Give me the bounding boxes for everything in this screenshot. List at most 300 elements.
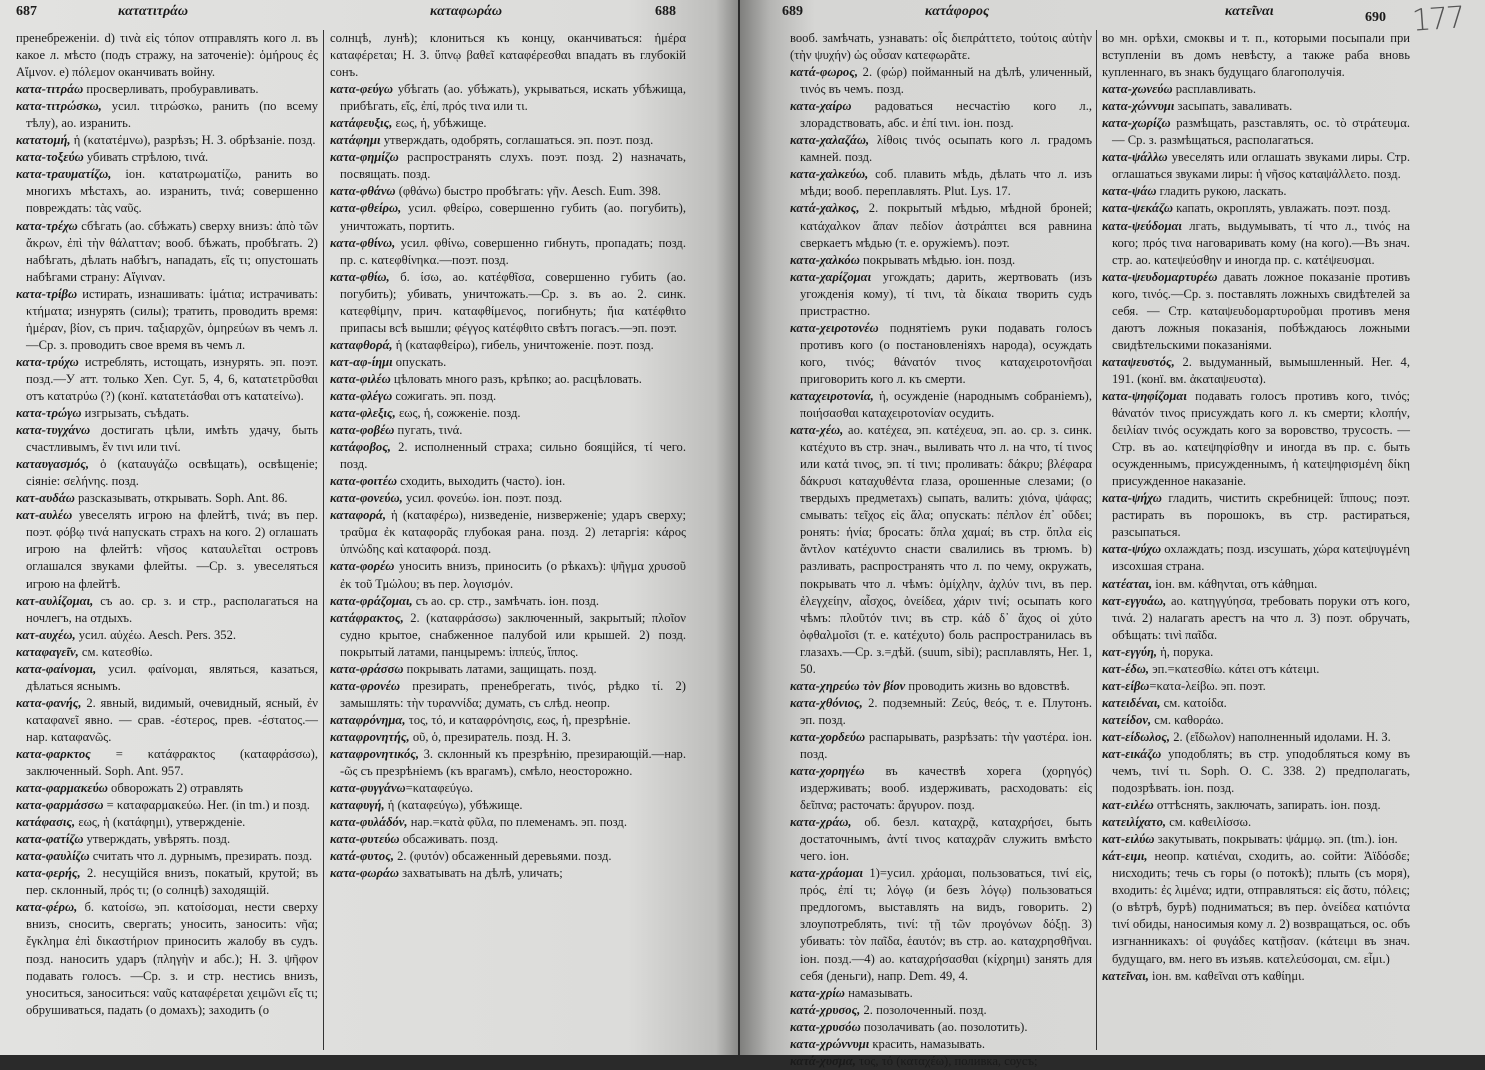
entry-definition: поднятіемъ руки подавать голосъ противъ кого (о постановленіяхъ народа), осуждать кого, τινός; θάνατόν τινος καταχειροτονῆσαι приговорить кого л. къ смерти. — [800, 320, 1092, 386]
entry-headword: κατα-τρέχω — [16, 218, 78, 233]
dictionary-entry — [16, 899, 318, 1018]
dictionary-entry — [330, 848, 686, 865]
dictionary-entry — [330, 507, 686, 558]
entry-headword: κατα-φαρκτος — [16, 746, 91, 761]
entry-headword: κατα-χαλκόω — [790, 252, 860, 267]
dictionary-entry — [16, 695, 318, 746]
entry-headword: κατα-φυλάδόν, — [330, 815, 408, 830]
entry-definition: просверливать, пробуравливать. — [83, 82, 259, 97]
dictionary-entry — [330, 678, 686, 712]
dictionary-entry — [16, 644, 318, 661]
entry-headword: κατα-χρίω — [790, 985, 845, 1000]
entry-headword: κατα-φυγγάνω — [330, 781, 406, 796]
entry-definition: расплавливать. — [1172, 82, 1257, 97]
entry-definition: эп.=κατεσθίω. κάτει отъ κάτειμι. — [1149, 661, 1320, 676]
entry-definition: ао. κατέχεα, эп. κατέχευα, эп. ао. ср. з. синк. κατέχυτο въ стр. знач., выливать что л. на что, τί τινος или κατά τινος, эп. τί τινι; проливать: δάκρυ; βλέφαρα δάκρυσι καταχυθέντα глаза, орошенные слезами; (о твердыхъ предметахъ) сыпать, валить: χιόνα, ψάφας; смывать: τεῖχος εἰς ἅλα; опускать: πέπλον ἐπ᾽ οὔδει; ронять: ἡνία; бросать: ὅπλα χαμαί; въ стр. ὅπλα εἰς ἄντλον κατέχυντο снасти свалились въ трюмъ. b) разливать, распространять что л. по чему, окружать, покрывать что л. чѣмъ: ὁμίχλην, ἀχλύν τινι, въ пер. ἐλεγχείην, αἶσχος, ὀνείδεα, χάριν τινί; осыпать кого чѣмъ: πλοῦτόν τινι; въ стр. κάδ δ᾽ ἄχος οἱ χύτο ὀφθαλμοῖσι (т. е. κατέχυτο) боль распространилась въ глазахъ.—Ср. з.=дѣй. (suum, sibi); расплавлять, Her. 1, 50. — [800, 423, 1092, 676]
entry-headword: κατα-ψεύδομαι — [1102, 218, 1182, 233]
entry-headword: κατα-χωνεύω — [1102, 82, 1173, 97]
entry-definition: усил. τιτρώσκω, ранить (по всему тѣлу), ао. изранить. — [26, 99, 318, 131]
entry-headword: κατείδον, — [1102, 712, 1152, 727]
entry-definition: неопр. κατιέναι, сходить, ао. сойти: Ἀϊδόσδε; нисходить; течь съ горы (о потокѣ); плыть (съ моря), входить: ἐς λιμένα; идти, отправляться: εἰς ἄστυ, πόλεις; (о вѣтрѣ, бурѣ) подниматься; въ пер. ὀνείδεα κατιόντα τινί обиды, наносимыя кому л. 2) возвращаться, ос. объ изгнанникахъ: οἱ φυγάδες κατῇσαν. (κάτειμι въ знач. будущаго, вм. него въ изъяв. κατελεύσομαι, см. εἶμι.) — [1112, 849, 1410, 966]
entry-headword: κατα-φατίζω — [16, 832, 84, 847]
dictionary-entry — [330, 81, 686, 115]
entry-headword: κατά-φυτος, — [330, 849, 394, 864]
entry-definition: въ качествѣ хорега (χορηγός) издерживать; вооб. издерживать, расходовать: εἰς δεῖπνα; расточать: ἄργυρον. позд. — [800, 764, 1092, 813]
dictionary-entry — [330, 558, 686, 592]
entry-headword: κατάφοβος, — [330, 440, 391, 455]
entry-headword: κατά-χυσμα, — [790, 1053, 856, 1068]
entry-definition: утверждать, одобрять, соглашаться. эп. поэт. позд. — [380, 133, 654, 148]
entry-definition: уподоблять; въ стр. уподобляться кому въ чемъ, τινί τι. Soph. O. C. 338. 2) предполагать, подозрѣвать. іон. позд. — [1112, 746, 1410, 796]
entry-definition: ἡ (καταφθείρω), гибель, уничтоженіе. поэт. позд. — [392, 337, 654, 352]
entry-definition: обсаживать. позд. — [399, 832, 499, 847]
entry-definition: распарывать, разрѣзать: τὴν γαστέρα. іон. позд. — [800, 729, 1092, 761]
dictionary-entry — [790, 814, 1092, 865]
entry-definition: во мн. орѣхи, смоквы и т. п., которыми посыпали при вступленіи въ домъ невѣсту, а также раба вновь купленнаго, въ знакъ будущаго благополучія. — [1102, 31, 1410, 80]
entry-definition: засыпать, заваливать. — [1174, 99, 1293, 114]
entry-headword: κάτ-ειμι, — [1102, 849, 1148, 864]
entry-headword: κατα-φαίνομαι, — [16, 661, 97, 676]
dictionary-entry — [330, 865, 686, 882]
column-divider — [323, 30, 324, 1050]
entry-definition: съ ао. ср. з. и стр., располагаться на ночлегъ, на отдыхъ. — [26, 593, 318, 625]
running-head: κατάφορος — [925, 4, 990, 19]
dictionary-entry — [790, 252, 1092, 269]
dictionary-entry — [790, 865, 1092, 984]
entry-definition: изгрызать, съѣдать. — [81, 406, 190, 421]
entry-definition: см. καθειλίσσω. — [1166, 815, 1252, 830]
dictionary-entry — [330, 30, 686, 81]
dictionary-entry — [790, 388, 1092, 422]
entry-definition: =καταφεύγω. — [405, 781, 474, 796]
entry-definition: 2. подземный: Ζεύς, θεός, т. е. Плутонъ. эп. позд. — [800, 695, 1092, 727]
entry-headword: κατα-χορηγέω — [790, 764, 865, 779]
entry-definition: τος, τό, и καταφρόνησις, εως, ἡ, презрѣніе. — [405, 712, 631, 727]
entry-headword: κατέαται, — [1102, 576, 1153, 591]
dictionary-entry — [1102, 200, 1410, 217]
entry-definition: истирать, изнашивать: ἱμάτια; истрачивать: κτήματα; изнурять (силы); тратить, проводить время: ἡμέραν, βίον, съ прич. ταξιαρχῶν, ὁμηρεύων въ чемъ л.—Ср. з. проводить свое время въ чемъ л. — [26, 286, 318, 352]
entry-headword: κατά-φωρος, — [790, 65, 858, 80]
dictionary-entry — [16, 405, 318, 422]
entry-definition: ἡ, порука. — [1157, 644, 1214, 659]
entry-definition: нар.=κατὰ φῦλα, по племенамъ. эп. позд. — [407, 815, 627, 830]
entry-definition: λίθοις τινός осыпать кого л. градомъ камней. позд. — [800, 133, 1092, 165]
running-head: καταφωράω — [430, 4, 503, 19]
dictionary-entry — [1102, 848, 1410, 967]
entry-definition: сходить, выходить (часто). іон. — [397, 474, 566, 489]
dictionary-entry — [330, 797, 686, 814]
entry-definition: позолачивать (ао. позолотить). — [860, 1019, 1028, 1034]
entry-headword: κατά-χαλκος, — [790, 201, 860, 216]
entry-headword: κατ-ειλέω — [1102, 798, 1154, 813]
entry-headword: κατα-ψήχω — [1102, 491, 1162, 506]
entry-definition: см. κατεσθίω. — [78, 644, 153, 659]
entry-definition: б. κατοίσω, эп. κατοίσομαι, нести сверху внизъ, сносить, свергать; уносить, заносить: νῆα; ἔγκλημα ἐπὶ δικαστήριον приносить жалобу въ судъ. позд. наносить ударъ (πληγὴν и абс.); Н. З. ψῆφον подавать голосъ. —Ср. з. и стр. нестись внизъ, уноситься, заноситься: ναῦς καταφέρεται χειμῶνι εἴς τι; обрушиваться, падать (о домахъ); заходить (о — [26, 900, 318, 1017]
entry-definition: считать что л. дурнымъ, презирать. позд. — [89, 849, 313, 864]
entry-definition: гладить рукою, ласкать. — [1156, 184, 1287, 199]
entry-definition: охлаждать; позд. изсушать, χώρα κατεψυγμένη изсохшая страна. — [1112, 542, 1410, 574]
entry-definition: усил. φθίνω, совершенно гибнуть, пропадать; позд. пр. с. κατεφθίνηκα.—поэт. позд. — [340, 235, 686, 267]
dictionary-entry — [330, 593, 686, 610]
dictionary-entry — [16, 98, 318, 132]
entry-definition: см. κατοίδα. — [1160, 695, 1227, 710]
dictionary-entry — [790, 200, 1092, 251]
entry-headword: κατα-φθείρω, — [330, 201, 402, 216]
dictionary-entry — [790, 1019, 1092, 1036]
entry-headword: κατ-εικάζω — [1102, 746, 1162, 761]
entry-definition: οῦ, ὁ, презиратель. позд. Н. З. — [409, 729, 572, 744]
entry-definition: ἡ (κατατέμνω), разрѣзъ; Н. З. обрѣзаніе. позд. — [70, 133, 316, 148]
entry-definition: 2. выдуманный, вымышленный. Her. 4, 191. (конї. вм. ἀκαταψευστα). — [1112, 354, 1410, 386]
dictionary-entry — [16, 661, 318, 695]
entry-headword: κατα-χρυσόω — [790, 1019, 861, 1034]
dictionary-entry — [1102, 593, 1410, 644]
entry-headword: κατα-ψεκάζω — [1102, 201, 1173, 216]
entry-headword: κατα-χειροτονέω — [790, 320, 879, 335]
dictionary-entry — [1102, 968, 1410, 985]
dictionary-entry — [16, 218, 318, 286]
left-page — [0, 0, 738, 1055]
dictionary-entry — [790, 132, 1092, 166]
entry-headword: καταφρονητικός, — [330, 746, 420, 761]
entry-headword: κατα-χαίρω — [790, 99, 852, 114]
dictionary-entry — [1102, 354, 1410, 388]
entry-definition: (φθάνω) быстро пробѣгать: γῆν. Aesch. Eum. 398. — [395, 184, 661, 199]
entry-definition: достигать цѣли, имѣть удачу, быть счастливымъ, ἔν τινι или τινί. — [26, 423, 318, 455]
dictionary-entry — [16, 507, 318, 592]
entry-definition: 3. склонный къ презрѣнію, презирающій.—нар. -ῶς съ презрѣніемъ (къ врагамъ), смѣло, неосторожно. — [340, 746, 686, 779]
entry-headword: κατα-τυγχάνω — [16, 423, 91, 438]
entry-definition: презирать, пренебрегать, τινός, рѣдко τί. 2) замышлять: τὴν τυραννίδα; думать, съ слѣд. неопр. — [340, 678, 686, 710]
entry-headword: κατα-φορέω — [330, 559, 395, 574]
dictionary-entry — [16, 132, 318, 149]
dictionary-entry — [1102, 269, 1410, 354]
entry-headword: κατα-φράζομαι, — [330, 593, 413, 608]
entry-headword: κατα-φανής, — [16, 695, 82, 710]
dictionary-entry — [330, 439, 686, 473]
entry-headword: κατάφευξις, — [330, 116, 393, 131]
dictionary-entry — [330, 473, 686, 490]
entry-definition: іон. κατατρωματίζω, ранить во многихъ мѣстахъ, ао. изранить, τινά; совершенно повреждать: τὰς ναῦς. — [26, 167, 318, 216]
entry-headword: κατ-ειλύω — [1102, 832, 1155, 847]
entry-definition: усил. φαίνομαι, являться, казаться, дѣлаться яснымъ. — [26, 661, 318, 693]
dictionary-entry — [330, 610, 686, 661]
entry-headword: κατα-ψάλλω — [1102, 150, 1168, 165]
dictionary-entry — [330, 269, 686, 337]
dictionary-entry — [790, 166, 1092, 200]
dictionary-entry — [16, 422, 318, 456]
entry-definition: пугать, τινά. — [394, 423, 463, 438]
entry-headword: κατατομή, — [16, 133, 71, 148]
entry-headword: κατειλίχατο, — [1102, 815, 1167, 830]
dictionary-entry — [330, 388, 686, 405]
dictionary-entry — [1102, 149, 1410, 183]
entry-definition: 2. явный, видимый, очевидный, ясный, ἐν καταφανεῖ явно. — срав. -έστερος, прев. -έστατος.—нар. καταφανῶς. — [26, 695, 318, 744]
entry-headword: κατα-τρώγω — [16, 406, 82, 421]
entry-definition: увеселять или оглашать звуками лиры. Стр. оглашаться звуками лиры: ἡ νῆσος καταψάλλετο. позд. — [1112, 150, 1410, 182]
entry-definition: = καταφαρμακεύω. Her. (in tm.) и позд. — [103, 798, 310, 813]
entry-headword: κατα-φθίνω, — [330, 235, 396, 250]
entry-headword: κατάφρακτος, — [330, 610, 404, 625]
entry-definition: гладить, чистить скребницей: ἵππους; поэт. растирать въ порошокъ, въ стр. растираться, разсыпаться. — [1112, 491, 1410, 540]
entry-headword: κατα-φαυλίζω — [16, 849, 90, 864]
entry-headword: κατ-εγγυάω, — [1102, 593, 1167, 608]
column-divider — [1096, 30, 1097, 1050]
entry-definition: увеселять игрою на флейтѣ, τινά; въ пер. поэт. φόβῳ τινά напускать страхъ на кого. 2) оглашать игрою на флейтѣ: νῆσος καταυλεῖται островъ оглашался звуками флейты. —Ср. з. увеселяться игрою на флейтѣ. — [26, 508, 318, 591]
entry-headword: κατα-φεύγω — [330, 82, 394, 97]
dictionary-entry — [330, 200, 686, 234]
dictionary-entry — [16, 166, 318, 217]
entry-headword: κατα-φοβέω — [330, 423, 395, 438]
dictionary-entry — [790, 98, 1092, 132]
entry-headword: καταφρόνημα, — [330, 712, 406, 727]
entry-headword: κατα-χέω, — [790, 423, 844, 438]
dictionary-entry — [790, 422, 1092, 678]
entry-headword: κατά-χρυσος, — [790, 1002, 861, 1017]
entry-headword: κατα-χώννυμι — [1102, 99, 1175, 114]
entry-headword: κατα-τιτράω — [16, 82, 84, 97]
entry-definition: соб. плавить мѣдь, дѣлать что л. изъ мѣди; вооб. переплавлять. Plut. Lys. 17. — [800, 167, 1092, 199]
entry-definition: εως, ἡ, убѣжище. — [392, 116, 487, 131]
entry-definition: 2. несущійся внизъ, покатый, крутой; въ пер. склонный, πρός τι; (о солнцѣ) заходящій. — [26, 866, 318, 898]
entry-definition: лгать, выдумывать, τί что л., τινός на кого; πρός τινα наговаривать кому (на кого).—Въ знач. стр. ао. κατεψεύσθην и иногда пр. с. κατέψευσμαι. — [1112, 218, 1410, 267]
dictionary-entry — [790, 30, 1092, 64]
entry-definition: усил. αὐχέω. Aesch. Pers. 352. — [75, 627, 237, 642]
entry-definition: пренебреженіи. d) τινὰ εἰς τόπον отправлять кого л. въ какое л. мѣсто (подъ стражу, на заточеніе): ὁμήρους ἐς Αἴμνον. e) πόλεμον оканчивать войну. — [16, 31, 318, 80]
dictionary-entry — [790, 985, 1092, 1002]
dictionary-entry — [1102, 831, 1410, 848]
dictionary-entry — [16, 627, 318, 644]
entry-definition: усил. φθείρω, совершенно губить (ао. погубить), уничтожать, портить. — [340, 201, 686, 233]
dictionary-entry — [16, 286, 318, 354]
entry-headword: κατ-είβω — [1102, 678, 1150, 693]
dictionary-entry — [790, 1036, 1092, 1053]
dictionary-entry — [1102, 746, 1410, 797]
entry-headword: καταψευστός, — [1102, 354, 1175, 369]
dictionary-column — [1102, 30, 1410, 985]
page-number: 687 — [16, 4, 37, 19]
entry-definition: іон. вм. κάθηνται, отъ κάθημαι. — [1152, 576, 1318, 591]
entry-headword: κατα-χράομαι — [790, 866, 864, 881]
entry-definition: солнцѣ, лунѣ); клониться къ концу, оканчиваться: ἡμέρα καταφέρεται; Н. З. ὕπνῳ βαθεῖ καταφέρεσθαι впадать въ глубокій сонъ. — [330, 31, 686, 80]
entry-definition: εως, ἡ, сожженіе. позд. — [395, 406, 521, 421]
entry-headword: κατα-φλέγω — [330, 388, 393, 403]
entry-definition: 1)=усил. χράομαι, пользоваться, τινί εἰς, πρός, ἐπί τι; λόγῳ (и безъ λόγῳ) пользоваться предлогомъ, выставлять на видъ, говорить. 2) злоупотреблять, τινί: τῇ τῶν προγόνων δόξῃ. 3) убивать: τὸν παῖδα, ἑαυτόν; въ стр. ао. καταχρησθῆναι. іон. позд.—4) ао. καταχρήσασθαι (κίχρημι) занять для себя (деньги), напр. Dem. 49, 4. — [800, 866, 1092, 983]
entry-definition: іон. вм. καθεῖναι отъ καθίημι. — [1148, 968, 1305, 983]
entry-headword: καταφθορά, — [330, 337, 393, 352]
entry-definition: вооб. замѣчать, узнавать: οἷς διεπράττετο, τούτοις αὐτὴν (τὴν ψυχήν) ὡς οὖσαν κατεφωρᾶτε. — [790, 31, 1092, 63]
dictionary-entry — [1102, 183, 1410, 200]
entry-headword: κατ-αυλέω — [16, 508, 73, 523]
dictionary-entry — [790, 1053, 1092, 1070]
dictionary-entry — [790, 269, 1092, 320]
entry-definition: уносить внизъ, приносить (о рѣкахъ): ψῆγμα χρυσοῦ ἐκ τοῦ Τμώλου; въ пер. λογισμόν. — [340, 559, 686, 591]
entry-definition: размѣщать, разставлять, ос. τὸ στράτευμα. — Ср. з. размѣщаться, располагаться. — [1112, 116, 1410, 148]
entry-definition: капать, окроплять, увлажать. поэт. позд. — [1172, 201, 1391, 216]
dictionary-entry — [1102, 576, 1410, 593]
entry-headword: κατ-αυχέω, — [16, 627, 76, 642]
dictionary-entry — [330, 831, 686, 848]
entry-definition: намазывать. — [844, 985, 913, 1000]
entry-headword: κατα-φημίζω — [330, 150, 399, 165]
dictionary-entry — [1102, 814, 1410, 831]
entry-headword: κατα-χωρίζω — [1102, 116, 1171, 131]
entry-headword: κατα-χαλκεύω, — [790, 167, 869, 182]
entry-definition: 2. позолоченный. позд. — [860, 1002, 987, 1017]
dictionary-entry — [1102, 661, 1410, 678]
entry-headword: κατα-φυτεύω — [330, 832, 400, 847]
dictionary-entry — [1102, 712, 1410, 729]
entry-headword: καταυγασμός, — [16, 457, 90, 472]
dictionary-entry — [1102, 218, 1410, 269]
entry-definition: угождать; дарить, жертвовать (изъ угожденія кому), τί τινι, τὰ δίκαια творить судъ пристрастно. — [800, 269, 1092, 318]
dictionary-entry — [1102, 729, 1410, 746]
dictionary-entry — [330, 115, 686, 132]
page-number: 688 — [655, 4, 676, 19]
dictionary-column — [16, 30, 318, 1019]
entry-headword: κατειδέναι, — [1102, 695, 1161, 710]
entry-definition: =κατα-λείβω. эп. поэт. — [1149, 678, 1266, 693]
dictionary-entry — [330, 712, 686, 729]
entry-definition: εως, ἡ (κατάφημι), утвержденіе. — [75, 815, 246, 830]
dictionary-entry — [16, 865, 318, 899]
page-number: 690 — [1365, 10, 1386, 25]
entry-definition: ἡ (καταφέρω), низведеніе, низверженіе; ударъ сверху; τραῦμα ἐκ καταφορᾶς глубокая рана. позд. 2) летаргія: κάρος ὑπνώδης καὶ καταφορά. позд. — [340, 508, 686, 557]
entry-headword: κατα-τιτρώσκω, — [16, 99, 102, 114]
dictionary-entry — [1102, 695, 1410, 712]
entry-headword: κατ-αυλίζομαι, — [16, 593, 94, 608]
dictionary-entry — [16, 149, 318, 166]
dictionary-entry — [330, 235, 686, 269]
dictionary-column — [790, 30, 1092, 1070]
entry-definition: проводить жизнь во вдовствѣ. — [905, 678, 1070, 693]
entry-definition: сбѣгать (ао. сбѣжать) сверху внизъ: ἀπὸ τῶν ἄκρων, ἐπὶ τὴν θάλατταν; вооб. бѣжать, пробѣгать. 2) набѣгать, дѣлать набѣгъ, нападать, εἴς τι; опустошать набѣгами страну: Αἴγιναν. — [26, 218, 318, 284]
dictionary-entry — [330, 780, 686, 797]
entry-definition: сожигать. эп. позд. — [392, 388, 497, 403]
entry-definition: истреблять, истощать, изнурять. эп. поэт. позд.—У атт. только Xen. Cyr. 5, 4, 6, κατατετρῦσθαι отъ κατατρύω (?) (конї. κατατετάσθαι отъ κατατείνω). — [26, 354, 318, 403]
handwritten-note: 177 — [1410, 0, 1465, 39]
entry-definition: ὁ (καταυγάζω освѣщать), освѣщеніе; сіяніе: σελήνης. позд. — [26, 457, 318, 489]
entry-headword: κατα-φρονέω — [330, 678, 400, 693]
dictionary-entry — [330, 729, 686, 746]
entry-headword: κατα-φωράω — [330, 866, 400, 881]
entry-headword: κατα-χαλαζάω, — [790, 133, 870, 148]
entry-headword: καταφυγή, — [330, 798, 385, 813]
right-page — [740, 0, 1485, 1068]
dictionary-entry — [16, 456, 318, 490]
entry-headword: κατα-φλεξις, — [330, 406, 396, 421]
entry-definition: ἡ (καταφεύγω), убѣжище. — [384, 798, 523, 813]
dictionary-entry — [330, 354, 686, 371]
dictionary-entry — [16, 30, 318, 81]
dictionary-entry — [1102, 81, 1410, 98]
entry-headword: κατα-ψύχω — [1102, 542, 1162, 557]
dictionary-entry — [790, 1002, 1092, 1019]
dictionary-entry — [16, 81, 318, 98]
dictionary-entry — [16, 593, 318, 627]
entry-headword: κατα-φαρμάσσω — [16, 798, 104, 813]
dictionary-entry — [790, 695, 1092, 729]
entry-definition: оттѣснять, заключать, запирать. іон. позд. — [1153, 798, 1381, 813]
entry-definition: ао. κατηγγύησα, требовать поруки отъ кого, τινά. 2) налагать арестъ на что л. 3) поэт. обручать, обѣщать: τινὶ παῖδα. — [1112, 593, 1410, 642]
entry-headword: κατα-χράω, — [790, 815, 852, 830]
dictionary-entry — [1102, 490, 1410, 541]
dictionary-entry — [1102, 98, 1410, 115]
entry-definition: закутывать, покрывать: ψάμμῳ. эп. (tm.). іон. — [1154, 832, 1398, 847]
entry-headword: κατ-αφ-ίημι — [330, 354, 393, 369]
dictionary-column — [330, 30, 686, 882]
dictionary-entry — [1102, 388, 1410, 490]
entry-definition: покрывать латами, защищать. позд. — [403, 661, 597, 676]
dictionary-entry — [330, 661, 686, 678]
entry-definition: 2. исполненный страха; сильно боящійся, τί чего. позд. — [340, 440, 686, 472]
entry-headword: κατα-τρίβω — [16, 286, 78, 301]
entry-definition: 2. покрытый мѣдью, мѣдной броней; κατάχαλκον ἅπαν πεδίον ἀστράπτει вся равнина сверкаетъ мѣдью (т. е. оружіемъ). поэт. — [800, 201, 1092, 250]
dictionary-entry — [330, 371, 686, 388]
entry-definition: об. безл. καταχρᾷ, καταχρήσει, быть достаточнымъ, ἀντί τινος καταχρᾶν служить вмѣсто чего. іон. — [800, 815, 1092, 864]
dictionary-entry — [330, 149, 686, 183]
page-number: 689 — [782, 4, 803, 19]
dictionary-entry — [790, 763, 1092, 814]
entry-definition: см. καθοράω. — [1151, 712, 1224, 727]
entry-definition: утверждать, увѣрять. позд. — [83, 832, 231, 847]
entry-headword: κατα-φθάνω — [330, 184, 396, 199]
dictionary-entry — [330, 405, 686, 422]
dictionary-entry — [330, 337, 686, 354]
entry-definition: б. ίσω, ао. κατέφθῖσα, совершенно губить (ао. погубить); убивать, уничтожать.—Ср. з. въ ао. 2. синк. κατεφθίμην, прич. καταφθίμενος, погибнуть; ἤια κατέφθιτο припасы всѣ вышли; φέγγος κατέφθιτο свѣтъ погасъ.—эп. поэт. — [340, 269, 686, 335]
dictionary-entry — [16, 848, 318, 865]
dictionary-entry — [1102, 678, 1410, 695]
dictionary-entry — [790, 729, 1092, 763]
entry-definition: 2. (εἴδωλον) наполненный идолами. Н. З. — [1170, 729, 1391, 744]
dictionary-entry — [790, 678, 1092, 695]
dictionary-entry — [330, 490, 686, 507]
entry-headword: κατα-φέρω, — [16, 900, 78, 915]
dictionary-entry — [16, 831, 318, 848]
entry-headword: κατ-είδωλος, — [1102, 729, 1171, 744]
entry-headword: καταφαγεῖν, — [16, 644, 79, 659]
entry-definition: подавать голосъ противъ кого, τινός; θάνατόν τινος присуждать кого л. къ смерти; κλοπήν, δειλίαν τινός осуждать кого за воровство, трусость. — Стр. въ ао. κατεψηφίσθην и иногда въ пр. с. быть осужденнымъ, присужденнымъ, ἡ κατεψηφισμένη δίκη присужденное наказаніе. — [1112, 388, 1410, 489]
entry-definition: захватывать на дѣлѣ, уличать; — [399, 866, 563, 881]
entry-headword: κατα-φαρμακεύω — [16, 781, 108, 796]
dictionary-entry — [16, 746, 318, 780]
entry-definition: убивать стрѣлою, τινά. — [83, 150, 209, 165]
entry-headword: κατ-εγγύη, — [1102, 644, 1158, 659]
entry-headword: κατ-αυδάω — [16, 491, 75, 506]
entry-headword: κατ-έδω, — [1102, 661, 1150, 676]
dictionary-entry — [330, 183, 686, 200]
entry-headword: καταφρονητής, — [330, 729, 410, 744]
dictionary-entry — [1102, 30, 1410, 81]
dictionary-entry — [16, 814, 318, 831]
running-head: κατατιτράω — [118, 4, 189, 19]
entry-headword: κατα-ψάω — [1102, 184, 1157, 199]
entry-definition: 2. (φώρ) пойманный на дѣлѣ, уличенный, τινός въ чемъ. позд. — [800, 65, 1092, 97]
dictionary-entry — [330, 132, 686, 149]
entry-headword: κατα-τρύχω — [16, 354, 79, 369]
entry-definition: распространять слухъ. поэт. позд. 2) назначать, посвящать. позд. — [340, 150, 686, 182]
entry-headword: κατάφημι — [330, 133, 381, 148]
dictionary-entry — [16, 797, 318, 814]
dictionary-entry — [790, 320, 1092, 388]
dictionary-entry — [330, 814, 686, 831]
entry-definition: 2. (φυτόν) обсаженный деревьями. позд. — [393, 849, 612, 864]
entry-definition: 2. (καταφράσσω) заключенный, закрытый; πλοῖον судно крытое, снабженное палубой или крышей. 2) позд. покрытый латами, панцыремъ: ἱππεύς, ἵππος. — [340, 610, 686, 659]
dictionary-entry — [16, 780, 318, 797]
entry-headword: κατα-φοιτέω — [330, 474, 397, 489]
entry-headword: κατα-φθίω, — [330, 269, 390, 284]
entry-headword: κατεῖναι, — [1102, 968, 1149, 983]
